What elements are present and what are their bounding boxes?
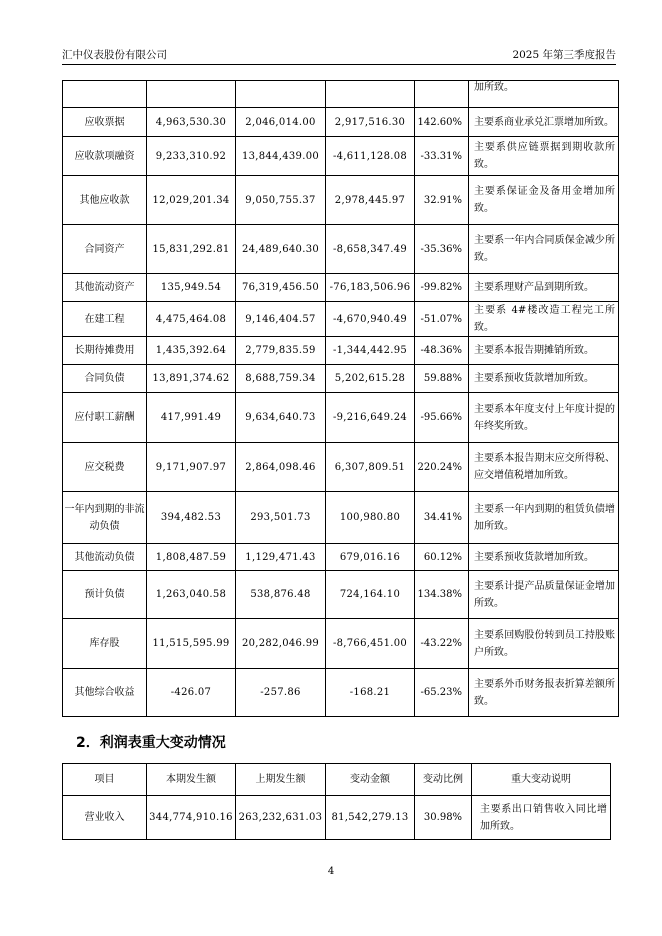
page-header	[62, 44, 616, 65]
table-row	[63, 571, 619, 619]
row-current: 9,171,907.97	[147, 443, 236, 492]
row-item: 应收票据	[63, 108, 147, 137]
row-current: 417,991.49	[147, 393, 236, 443]
company-name: 汇中仪表股份有限公司	[62, 49, 167, 61]
row-previous: 8,688,759.34	[236, 365, 326, 393]
row-item: 合同资产	[63, 225, 147, 274]
row-previous: 293,501.73	[236, 492, 326, 544]
row-previous: 2,046,014.00	[236, 108, 326, 137]
row-ratio: 60.12%	[415, 544, 469, 571]
row-item: 其他综合收益	[63, 669, 147, 717]
row-current: 4,963,530.30	[147, 108, 236, 137]
row-previous: -257.86	[236, 669, 326, 717]
row-previous: 9,050,755.37	[236, 176, 326, 225]
row-current: 135,949.54	[147, 274, 236, 302]
row-item: 其他流动资产	[63, 274, 147, 302]
table-row	[63, 108, 619, 137]
row-desc: 主要系预收货款增加所致。	[469, 544, 619, 571]
row-current: -426.07	[147, 669, 236, 717]
row-change: -9,216,649.24	[326, 393, 415, 443]
row-item: 营业收入	[63, 796, 147, 840]
table-row	[63, 137, 619, 176]
row-current: 394,482.53	[147, 492, 236, 544]
row-previous: 9,146,404.57	[236, 302, 326, 337]
row-previous: 20,282,046.99	[236, 619, 326, 669]
row-previous: 24,489,640.30	[236, 225, 326, 274]
row-desc: 主要系回购股份转到员工持股账户所致。	[469, 619, 619, 669]
row-desc: 主要系一年内合同质保金减少所致。	[469, 225, 619, 274]
table-row	[63, 337, 619, 365]
row-change: -168.21	[326, 669, 415, 717]
table-row	[63, 393, 619, 443]
row-desc: 主要系本报告期摊销所致。	[469, 337, 619, 365]
row-ratio: -48.36%	[415, 337, 469, 365]
row-change: -8,658,347.49	[326, 225, 415, 274]
row-change: 5,202,615.28	[326, 365, 415, 393]
table-row	[63, 796, 611, 840]
row-desc: 主要系计提产品质量保证金增加所致。	[469, 571, 619, 619]
row-item: 其他应收款	[63, 176, 147, 225]
row-desc: 主要系保证金及备用金增加所致。	[469, 176, 619, 225]
table-row	[63, 274, 619, 302]
row-ratio: 142.60%	[415, 108, 469, 137]
header-cell: 重大变动说明	[472, 764, 611, 796]
row-change: 2,917,516.30	[326, 108, 415, 137]
row-item: 合同负债	[63, 365, 147, 393]
row-previous: 13,844,439.00	[236, 137, 326, 176]
row-change: -4,670,940.49	[326, 302, 415, 337]
header-cell: 本期发生额	[147, 764, 236, 796]
row-change: 81,542,279.13	[326, 796, 415, 840]
row-item: 在建工程	[63, 302, 147, 337]
row-ratio: -35.36%	[415, 225, 469, 274]
row-ratio: -51.07%	[415, 302, 469, 337]
row-ratio: 59.88%	[415, 365, 469, 393]
row-current: 11,515,595.99	[147, 619, 236, 669]
row-change: 679,016.16	[326, 544, 415, 571]
row-current: 344,774,910.16	[147, 796, 236, 840]
report-title: 2025 年第三季度报告	[512, 49, 616, 61]
row-previous: 9,634,640.73	[236, 393, 326, 443]
row-previous: 76,319,456.50	[236, 274, 326, 302]
row-ratio: 30.98%	[415, 796, 472, 840]
row-desc: 加所致。	[469, 81, 619, 108]
row-current: 1,435,392.64	[147, 337, 236, 365]
header-cell: 变动比例	[415, 764, 472, 796]
row-current: 12,029,201.34	[147, 176, 236, 225]
row-desc: 主要系 4#楼改造工程完工所致。	[469, 302, 619, 337]
row-item: 应付职工薪酬	[63, 393, 147, 443]
row-previous: 2,864,098.46	[236, 443, 326, 492]
row-current: 1,263,040.58	[147, 571, 236, 619]
row-change: -1,344,442.95	[326, 337, 415, 365]
header-cell: 项目	[63, 764, 147, 796]
row-change: 724,164.10	[326, 571, 415, 619]
row-ratio: -43.22%	[415, 619, 469, 669]
row-ratio: 220.24%	[415, 443, 469, 492]
table-row	[63, 619, 619, 669]
row-ratio: -99.82%	[415, 274, 469, 302]
row-previous: 538,876.48	[236, 571, 326, 619]
row-previous: 263,232,631.03	[236, 796, 326, 840]
table-row	[63, 302, 619, 337]
row-current: 9,233,310.92	[147, 137, 236, 176]
row-item: 一年内到期的非流动负债	[63, 492, 147, 544]
row-change: 2,978,445.97	[326, 176, 415, 225]
row-desc: 主要系一年内到期的租赁负债增加所致。	[469, 492, 619, 544]
row-ratio: -95.66%	[415, 393, 469, 443]
row-change: 6,307,809.51	[326, 443, 415, 492]
row-current: 4,475,464.08	[147, 302, 236, 337]
table-row	[63, 225, 619, 274]
row-item: 应交税费	[63, 443, 147, 492]
table-row	[63, 544, 619, 571]
row-item: 预计负债	[63, 571, 147, 619]
table-row	[63, 176, 619, 225]
row-desc: 主要系供应链票据到期收款所致。	[469, 137, 619, 176]
row-desc: 主要系本年度支付上年度计提的年终奖所致。	[469, 393, 619, 443]
table-row	[63, 669, 619, 717]
row-desc: 主要系外币财务报表折算差额所致。	[469, 669, 619, 717]
row-current: 15,831,292.81	[147, 225, 236, 274]
header-cell: 变动金额	[326, 764, 415, 796]
row-previous: 2,779,835.59	[236, 337, 326, 365]
row-item: 长期待摊费用	[63, 337, 147, 365]
row-previous: 1,129,471.43	[236, 544, 326, 571]
row-ratio: -65.23%	[415, 669, 469, 717]
row-desc: 主要系理财产品到期所致。	[469, 274, 619, 302]
row-item: 应收款项融资	[63, 137, 147, 176]
row-ratio: 134.38%	[415, 571, 469, 619]
row-desc: 主要系出口销售收入同比增加所致。	[472, 796, 611, 840]
header-cell: 上期发生额	[236, 764, 326, 796]
table-header-row	[63, 764, 611, 796]
table-row	[63, 443, 619, 492]
row-desc: 主要系预收货款增加所致。	[469, 365, 619, 393]
table-row	[63, 492, 619, 544]
row-current: 13,891,374.62	[147, 365, 236, 393]
page-number: 4	[327, 866, 335, 877]
row-desc: 主要系商业承兑汇票增加所致。	[469, 108, 619, 137]
income-statement-changes-table	[62, 763, 611, 840]
row-item: 库存股	[63, 619, 147, 669]
table-row	[63, 81, 619, 108]
section-title: 2．利润表重大变动情况	[76, 735, 226, 751]
row-ratio: 34.41%	[415, 492, 469, 544]
row-change: -76,183,506.96	[326, 274, 415, 302]
row-current: 1,808,487.59	[147, 544, 236, 571]
row-ratio: 32.91%	[415, 176, 469, 225]
balance-sheet-changes-table	[62, 80, 619, 717]
row-change: -4,611,128.08	[326, 137, 415, 176]
row-change: 100,980.80	[326, 492, 415, 544]
row-desc: 主要系本报告期末应交所得税、应交增值税增加所致。	[469, 443, 619, 492]
row-item: 其他流动负债	[63, 544, 147, 571]
row-change: -8,766,451.00	[326, 619, 415, 669]
table-row	[63, 365, 619, 393]
row-ratio: -33.31%	[415, 137, 469, 176]
